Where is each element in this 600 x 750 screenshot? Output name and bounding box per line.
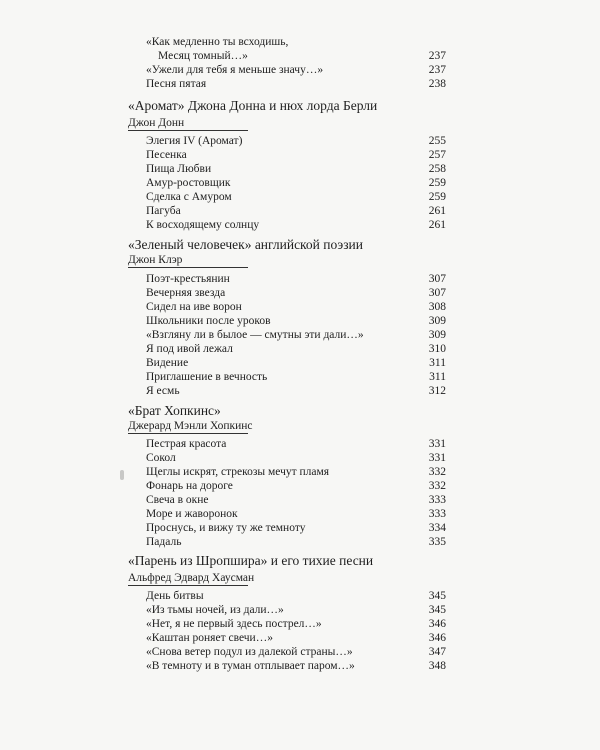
entry-page: 333	[428, 494, 446, 506]
entry-title: «Нет, я не первый здесь пострел…»	[146, 618, 322, 630]
toc-entry	[146, 134, 446, 148]
toc-entry	[146, 451, 446, 465]
entry-title: «Взгляну ли в былое — смутны эти дали…»	[146, 329, 364, 341]
toc-entry	[146, 493, 446, 507]
entry-page: 331	[428, 452, 446, 464]
entry-title: «Как медленно ты всходишь,	[146, 36, 289, 48]
entry-page: 311	[429, 357, 446, 369]
entry-title: Сокол	[146, 452, 176, 464]
toc-entry	[146, 176, 446, 190]
entry-title: Проснусь, и вижу ту же темноту	[146, 522, 306, 534]
entry-page: 257	[428, 149, 446, 161]
entry-page: 261	[428, 205, 446, 217]
entry-title: «В темноту и в туман отплывает паром…»	[146, 660, 355, 672]
toc-entry	[146, 49, 446, 63]
entry-page: 348	[428, 660, 446, 672]
entry-page: 346	[428, 632, 446, 644]
entry-title: Падаль	[146, 536, 182, 548]
entry-page: 308	[428, 301, 446, 313]
toc-entry	[146, 342, 446, 356]
entry-page: 258	[428, 163, 446, 175]
section-rule	[128, 585, 248, 586]
entry-title: Сидел на иве ворон	[146, 301, 242, 313]
toc-entry	[146, 603, 446, 617]
toc-entry	[146, 356, 446, 370]
entry-title: «Снова ветер подул из далекой страны…»	[146, 646, 353, 658]
entry-title: «Ужели для тебя я меньше значу…»	[146, 64, 324, 76]
toc-entry	[146, 617, 446, 631]
section-entries	[146, 134, 446, 232]
entry-title: Песня пятая	[146, 78, 207, 90]
entry-page: 346	[428, 618, 446, 630]
entry-title: Амур-ростовщик	[146, 177, 231, 189]
entry-title: Школьники после уроков	[146, 315, 271, 327]
entry-title: Я есмь	[146, 385, 180, 397]
entry-title: Море и жаворонок	[146, 508, 238, 520]
toc-entry	[146, 370, 446, 384]
toc-entry	[146, 535, 446, 549]
toc-entry	[146, 521, 446, 535]
entry-title: День битвы	[146, 590, 204, 602]
entry-page: 309	[428, 329, 446, 341]
section-rule	[128, 130, 248, 131]
section-entries	[146, 272, 446, 398]
entry-page: 307	[428, 273, 446, 285]
section-author: Джерард Мэнли Хопкинс	[128, 420, 253, 432]
toc-entry	[146, 631, 446, 645]
entry-page: 259	[428, 177, 446, 189]
toc-entry	[146, 507, 446, 521]
entry-title: Песенка	[146, 149, 187, 161]
entry-title: Вечерняя звезда	[146, 287, 226, 299]
entry-title: Пища Любви	[146, 163, 212, 175]
toc-entry	[146, 300, 446, 314]
section-author: Джон Клэр	[128, 254, 183, 266]
section-rule	[128, 267, 248, 268]
entry-page: 237	[428, 50, 446, 62]
toc-entry	[146, 162, 446, 176]
entry-page: 238	[428, 78, 446, 90]
entry-page: 347	[428, 646, 446, 658]
toc-entry	[146, 204, 446, 218]
entry-page: 309	[428, 315, 446, 327]
toc-entry	[146, 77, 446, 91]
entry-title: Свеча в окне	[146, 494, 209, 506]
toc-entry	[146, 384, 446, 398]
entry-title: Фонарь на дороге	[146, 480, 233, 492]
toc-entry	[146, 63, 446, 77]
entry-page: 345	[428, 604, 446, 616]
entry-title: Месяц томный…»	[158, 50, 248, 62]
entry-title: Пестрая красота	[146, 438, 227, 450]
entry-page: 261	[428, 219, 446, 231]
section-title: «Брат Хопкинс»	[128, 403, 221, 418]
entry-title: Сделка с Амуром	[146, 191, 232, 203]
toc-entry	[146, 589, 446, 603]
toc-entry	[146, 479, 446, 493]
section-rule	[128, 433, 248, 434]
toc-entry	[146, 465, 446, 479]
toc-entry	[146, 272, 446, 286]
entry-page: 237	[428, 64, 446, 76]
entry-title: Видение	[146, 357, 189, 369]
toc-entry	[146, 328, 446, 342]
entry-title: Щеглы искрят, стрекозы мечут пламя	[146, 466, 330, 478]
section-author: Альфред Эдвард Хаусман	[128, 572, 255, 584]
entry-page: 310	[428, 343, 446, 355]
entry-page: 307	[428, 287, 446, 299]
print-smudge	[120, 470, 124, 480]
entry-title: Элегия IV (Аромат)	[146, 135, 243, 147]
toc-entry	[146, 437, 446, 451]
entry-title: «Из тьмы ночей, из дали…»	[146, 604, 284, 616]
entry-title: Поэт-крестьянин	[146, 273, 230, 285]
entry-title: К восходящему солнцу	[146, 219, 260, 231]
entry-page: 334	[428, 522, 446, 534]
entry-page: 345	[428, 590, 446, 602]
toc-entry	[146, 190, 446, 204]
entry-page: 312	[428, 385, 446, 397]
section-entries	[146, 589, 446, 673]
entry-page: 255	[428, 135, 446, 147]
entry-page: 332	[428, 480, 446, 492]
section-author: Джон Донн	[128, 117, 185, 129]
toc-entry	[146, 659, 446, 673]
entry-page: 335	[428, 536, 446, 548]
toc-entry	[146, 218, 446, 232]
toc-continuation-list	[146, 35, 446, 91]
toc-entry	[146, 148, 446, 162]
entry-title: «Каштан роняет свечи…»	[146, 632, 273, 644]
entry-title: Пагуба	[146, 205, 181, 217]
toc-entry	[146, 314, 446, 328]
section-title: «Зеленый человечек» английской поэзии	[128, 237, 363, 252]
toc-entry	[146, 286, 446, 300]
entry-page: 331	[428, 438, 446, 450]
entry-page: 332	[428, 466, 446, 478]
entry-title: Я под ивой лежал	[146, 343, 233, 355]
entry-page: 311	[429, 371, 446, 383]
section-title: «Парень из Шропшира» и его тихие песни	[128, 553, 374, 568]
entry-page: 259	[428, 191, 446, 203]
section-entries	[146, 437, 446, 549]
toc-entry	[146, 645, 446, 659]
toc-entry	[146, 35, 446, 49]
entry-title: Приглашение в вечность	[146, 371, 268, 383]
entry-page: 333	[428, 508, 446, 520]
section-title: «Аромат» Джона Донна и нюх лорда Берли	[128, 98, 378, 113]
